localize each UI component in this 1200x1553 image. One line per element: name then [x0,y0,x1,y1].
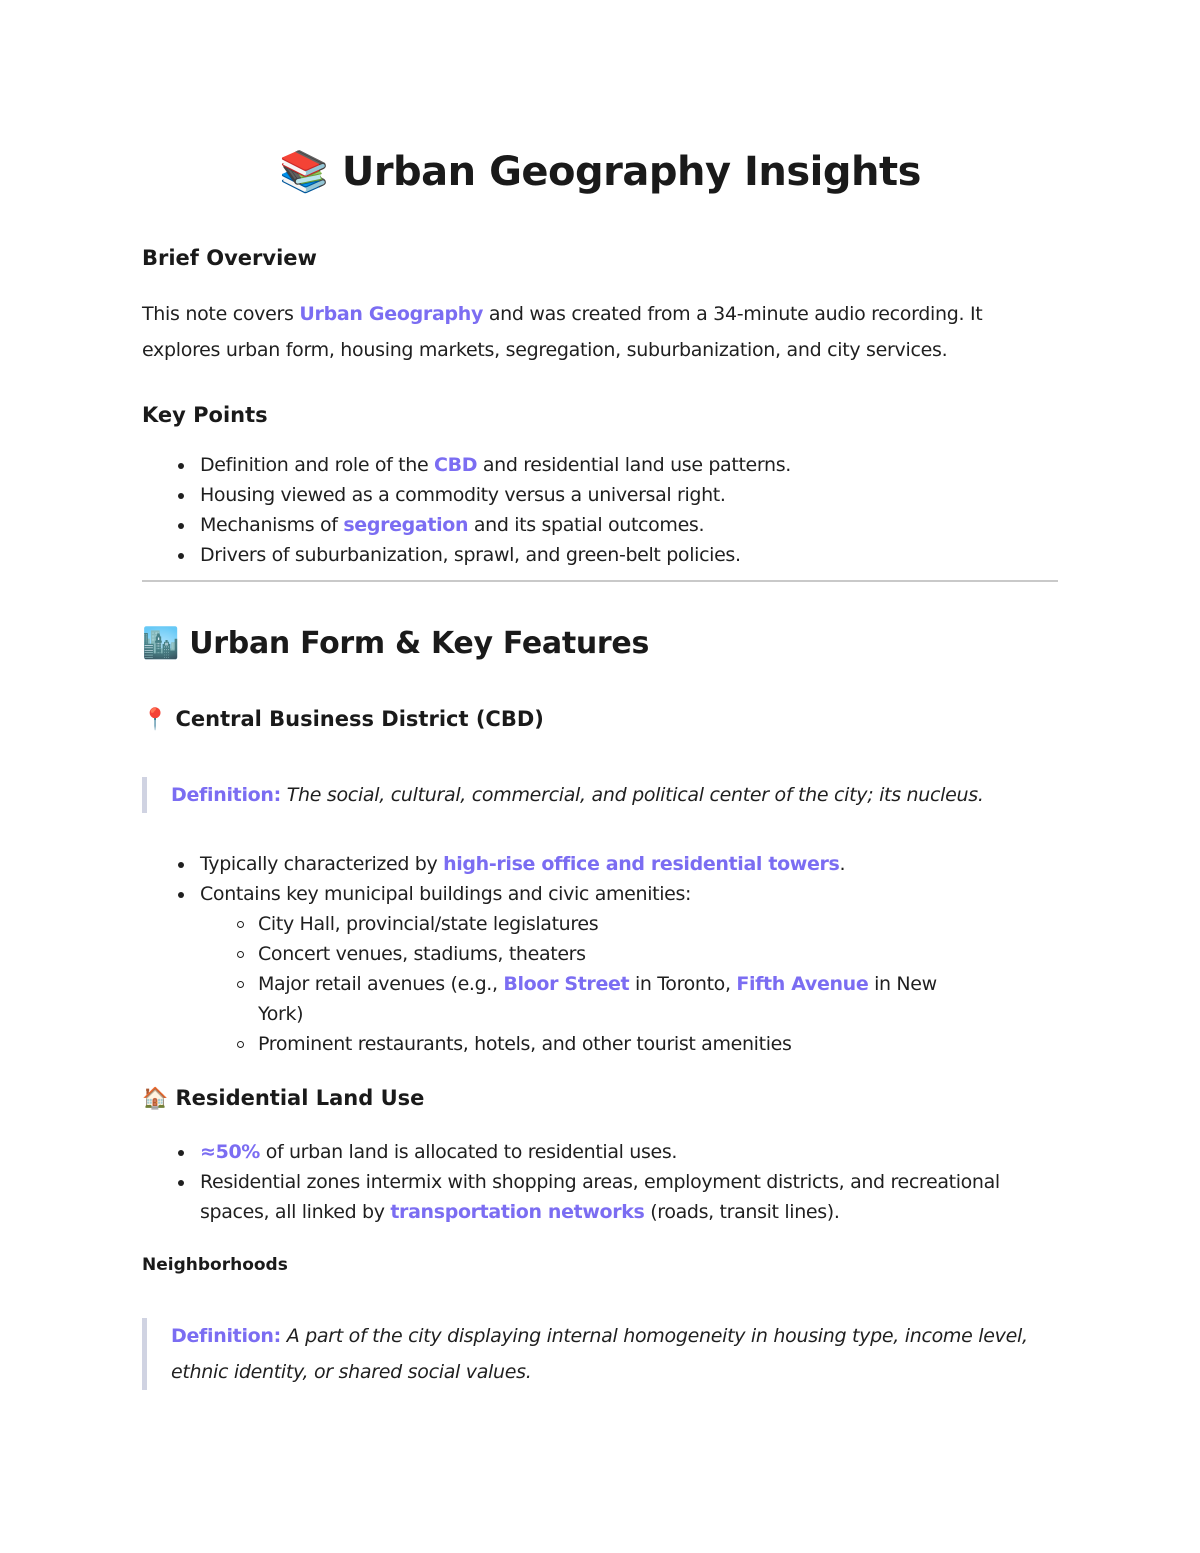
list-item [200,480,1058,510]
overview-text-end: and was created from a 34-minute audio recording. It explores urban form, housing markets, segregation, suburbanization, and city services. [142,303,983,361]
list-item-text: . [839,853,846,875]
list-item-text: and residential land use patterns. [477,454,791,476]
list-item-text: and its spatial outcomes. [468,514,705,536]
list-item-text: Contains key municipal buildings and civic amenities: [200,883,692,905]
cbd-heading-text: Central Business District (CBD) [175,707,544,731]
pin-icon: 📍 [142,707,169,731]
sub-list-item: City Hall, provincial/state legislatures [258,909,958,939]
house-icon: 🏠 [142,1086,169,1110]
cbd-definition-quote [142,777,1071,813]
sub-list-item: Concert venues, stadiums, theaters [258,939,958,969]
key-points-list [142,450,1058,570]
neighborhoods-heading: Neighborhoods [142,1255,288,1275]
list-item-text: (roads, transit lines). [644,1201,840,1223]
page-title [142,148,1058,195]
neighborhoods-definition-quote [142,1318,1071,1390]
definition-text: A part of the city displaying internal homogeneity in housing type, income level, ethnic identity, or shared social values. [171,1325,1028,1383]
list-item [200,510,1058,540]
list-item [200,540,1058,570]
list-item-text: Housing viewed as a commodity versus a universal right. [200,484,726,506]
sub-list-highlight: Fifth Avenue [736,973,869,995]
list-item [200,879,1058,1059]
key-points-heading: Key Points [142,403,268,427]
overview-paragraph [142,296,1058,368]
list-item-highlight: ≈50% [200,1141,260,1163]
cbd-heading [142,707,544,732]
sub-list-text: in Toronto, [629,973,737,995]
overview-highlight: Urban Geography [299,303,484,325]
sub-list-item [258,969,958,1029]
list-item [200,1167,1058,1227]
sub-list-text: in New York) [258,973,937,1025]
page-title-text: Urban Geography Insights [341,149,921,195]
books-icon: 📚 [279,149,329,195]
residential-heading [142,1086,424,1111]
overview-heading: Brief Overview [142,246,317,270]
list-item-text: Drivers of suburbanization, sprawl, and green-belt policies. [200,544,741,566]
list-item-highlight: CBD [433,454,478,476]
list-item-highlight: transportation networks [390,1201,645,1223]
list-item-highlight: segregation [343,514,469,536]
definition-text: The social, cultural, commercial, and political center of the city; its nucleus. [280,784,984,806]
cbd-list [142,849,1058,1059]
list-item-text: Typically characterized by [200,853,444,875]
sub-list-text: Major retail avenues (e.g., [258,973,504,995]
list-item [200,1137,1058,1167]
section-divider [142,580,1058,582]
list-item-text: Definition and role of the [200,454,434,476]
list-item-text: of urban land is allocated to residential uses. [260,1141,678,1163]
amenities-sublist [200,909,958,1059]
list-item [200,450,1058,480]
list-item [200,849,1058,879]
sub-list-highlight: Bloor Street [503,973,630,995]
urban-form-heading [142,626,649,661]
list-item-highlight: high-rise office and residential towers [443,853,840,875]
definition-label: Definition: [171,1325,281,1347]
residential-heading-text: Residential Land Use [175,1086,425,1110]
definition-label: Definition: [171,784,281,806]
list-item-text: Mechanisms of [200,514,344,536]
sub-list-item: Prominent restaurants, hotels, and other tourist amenities [258,1029,958,1059]
cityscape-icon: 🏙️ [142,626,180,661]
residential-list [142,1137,1058,1227]
list-item-text: Residential zones intermix with shopping areas, employment districts, and recreational spaces, all linked by [200,1171,1000,1223]
overview-text-start: This note covers [142,303,300,325]
urban-form-heading-text: Urban Form & Key Features [189,626,650,661]
